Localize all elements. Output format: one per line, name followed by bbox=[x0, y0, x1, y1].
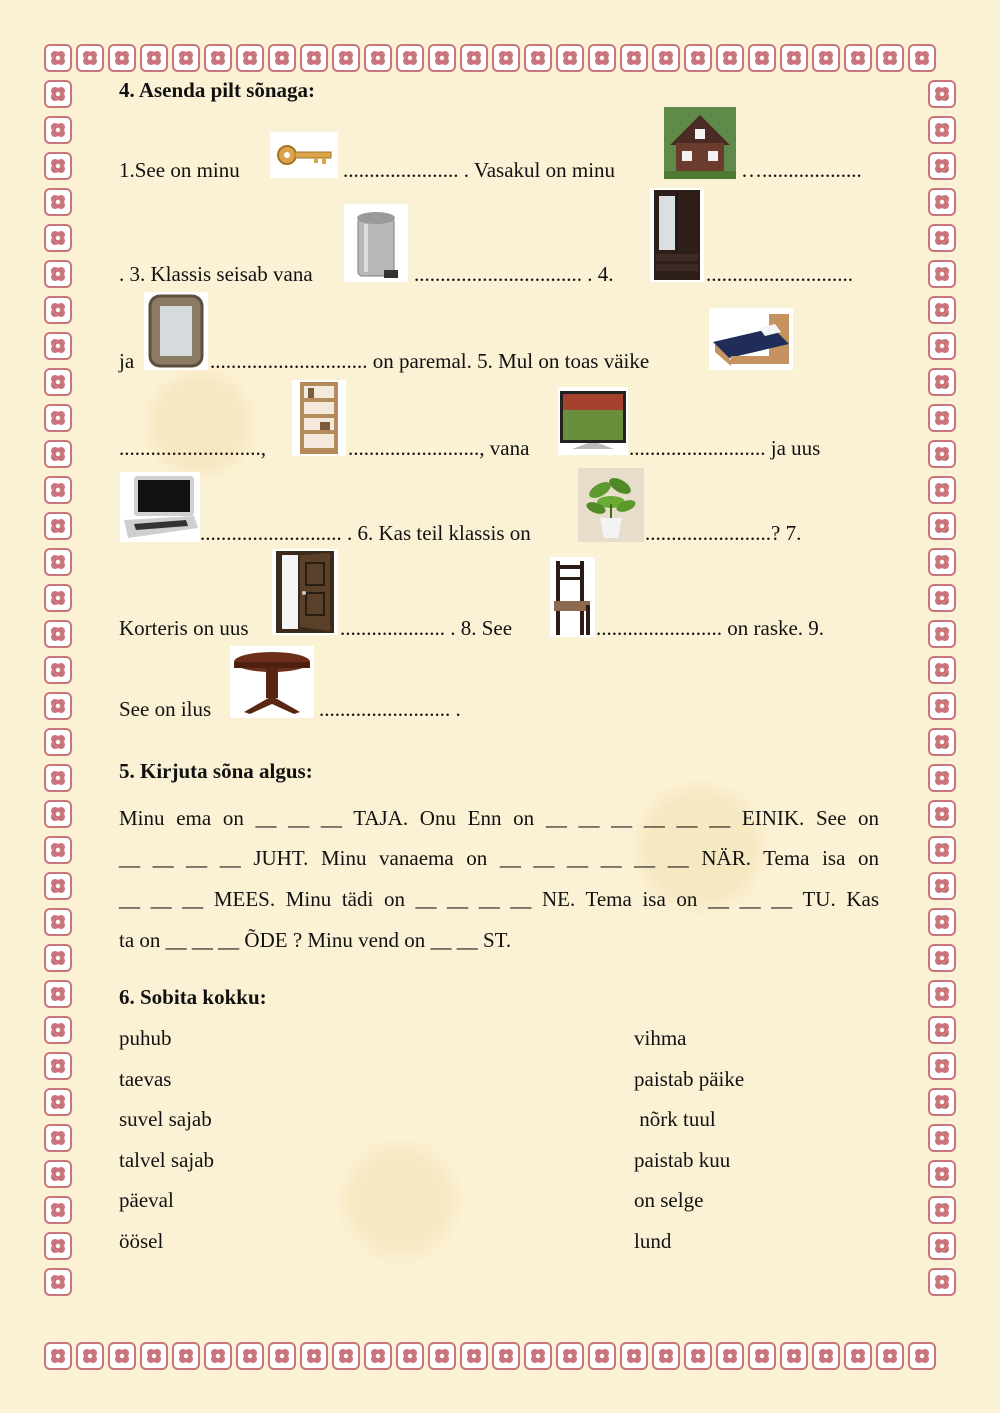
plant-icon bbox=[578, 468, 644, 542]
text: ........................... . 6. Kas teil klassis on bbox=[200, 521, 531, 545]
exercise4-line3b bbox=[210, 349, 649, 374]
exercise4-line6b bbox=[340, 616, 512, 641]
text: .................... . 8. See bbox=[340, 616, 513, 640]
exercise4-line2 bbox=[119, 262, 313, 287]
text: …................... bbox=[741, 158, 862, 182]
section4-title: 4. Asenda pilt sõnaga: bbox=[119, 78, 316, 102]
section5-title: 5. Kirjuta sõna algus: bbox=[119, 759, 313, 783]
list-item: paistab kuu bbox=[634, 1147, 731, 1172]
exercise4-line4c bbox=[629, 436, 820, 461]
text: ................................ . 4. bbox=[414, 262, 614, 286]
tv-icon bbox=[558, 387, 628, 455]
key-icon bbox=[270, 132, 338, 178]
exercise4-line1 bbox=[119, 158, 240, 183]
text: ........................., vana bbox=[348, 436, 530, 460]
mirror-icon bbox=[144, 292, 208, 370]
section6-title: 6. Sobita kokku: bbox=[119, 985, 267, 1009]
exercise4-line3 bbox=[119, 349, 134, 374]
door-icon bbox=[272, 549, 338, 635]
list-item: paistab päike bbox=[634, 1066, 745, 1091]
text: ja bbox=[119, 349, 135, 373]
house-icon bbox=[664, 107, 736, 179]
text: ............................ bbox=[706, 262, 853, 286]
list-item: öösel bbox=[119, 1228, 164, 1253]
exercise4-line7 bbox=[119, 697, 211, 722]
exercise4-line4 bbox=[119, 436, 266, 461]
exercise5-line4: ta on __ __ __ ÕDE ? Minu vend on __ __ ST. bbox=[119, 928, 512, 952]
text: 1.See on minu bbox=[119, 158, 240, 182]
bookshelf-icon bbox=[292, 380, 346, 456]
text: ........................? 7. bbox=[645, 521, 802, 545]
table-icon bbox=[230, 646, 314, 718]
trash-bin-icon bbox=[344, 204, 408, 282]
text: .............................. on paremal. 5. Mul on toas väike bbox=[210, 349, 650, 373]
exercise4-line7b bbox=[319, 697, 461, 722]
list-item: päeval bbox=[119, 1188, 174, 1213]
list-item: vihma bbox=[634, 1026, 687, 1050]
text: ........................ on raske. 9. bbox=[596, 616, 825, 640]
list-item: lund bbox=[634, 1228, 672, 1253]
match-left-column bbox=[119, 1026, 214, 1270]
wardrobe-icon bbox=[650, 188, 704, 282]
exercise5-line3: __ __ __ MEES. Minu tädi on __ __ __ __ NE. Tema isa on __ __ __ TU. Kas bbox=[119, 887, 879, 911]
exercise4-line2c bbox=[706, 262, 853, 287]
text: Korteris on uus bbox=[119, 616, 249, 640]
chair-icon bbox=[550, 557, 595, 637]
bed-icon bbox=[709, 308, 793, 370]
exercise4-line6 bbox=[119, 616, 249, 641]
list-item: talvel sajab bbox=[119, 1147, 215, 1172]
exercise5-line2: __ __ __ __ JUHT. Minu vanaema on __ __ __ __ __ __ NÄR. Tema isa on bbox=[119, 846, 879, 870]
exercise4-line5 bbox=[200, 521, 531, 546]
list-item: taevas bbox=[119, 1066, 172, 1091]
text: ......................... . bbox=[319, 697, 461, 721]
exercise4-line1b bbox=[343, 158, 615, 183]
exercise5-line1: Minu ema on __ __ __ TAJA. Onu Enn on __ __ __ __ __ __ EINIK. See on bbox=[119, 806, 879, 830]
text: .......................... ja uus bbox=[629, 436, 821, 460]
list-item: nõrk tuul bbox=[634, 1107, 716, 1132]
text: ..........................., bbox=[119, 436, 266, 460]
text: ...................... . Vasakul on minu bbox=[343, 158, 616, 182]
exercise4-line2b bbox=[414, 262, 614, 287]
exercise4-line4b bbox=[348, 436, 529, 461]
exercise4-line5b bbox=[645, 521, 801, 546]
exercise4-line1c bbox=[741, 158, 862, 183]
list-item: puhub bbox=[119, 1026, 172, 1050]
list-item: suvel sajab bbox=[119, 1107, 212, 1132]
exercise4-line6c bbox=[596, 616, 824, 641]
match-right-column bbox=[634, 1026, 744, 1270]
text: See on ilus bbox=[119, 697, 212, 721]
list-item: on selge bbox=[634, 1188, 704, 1213]
laptop-icon bbox=[120, 472, 200, 542]
text: . 3. Klassis seisab vana bbox=[119, 262, 313, 286]
